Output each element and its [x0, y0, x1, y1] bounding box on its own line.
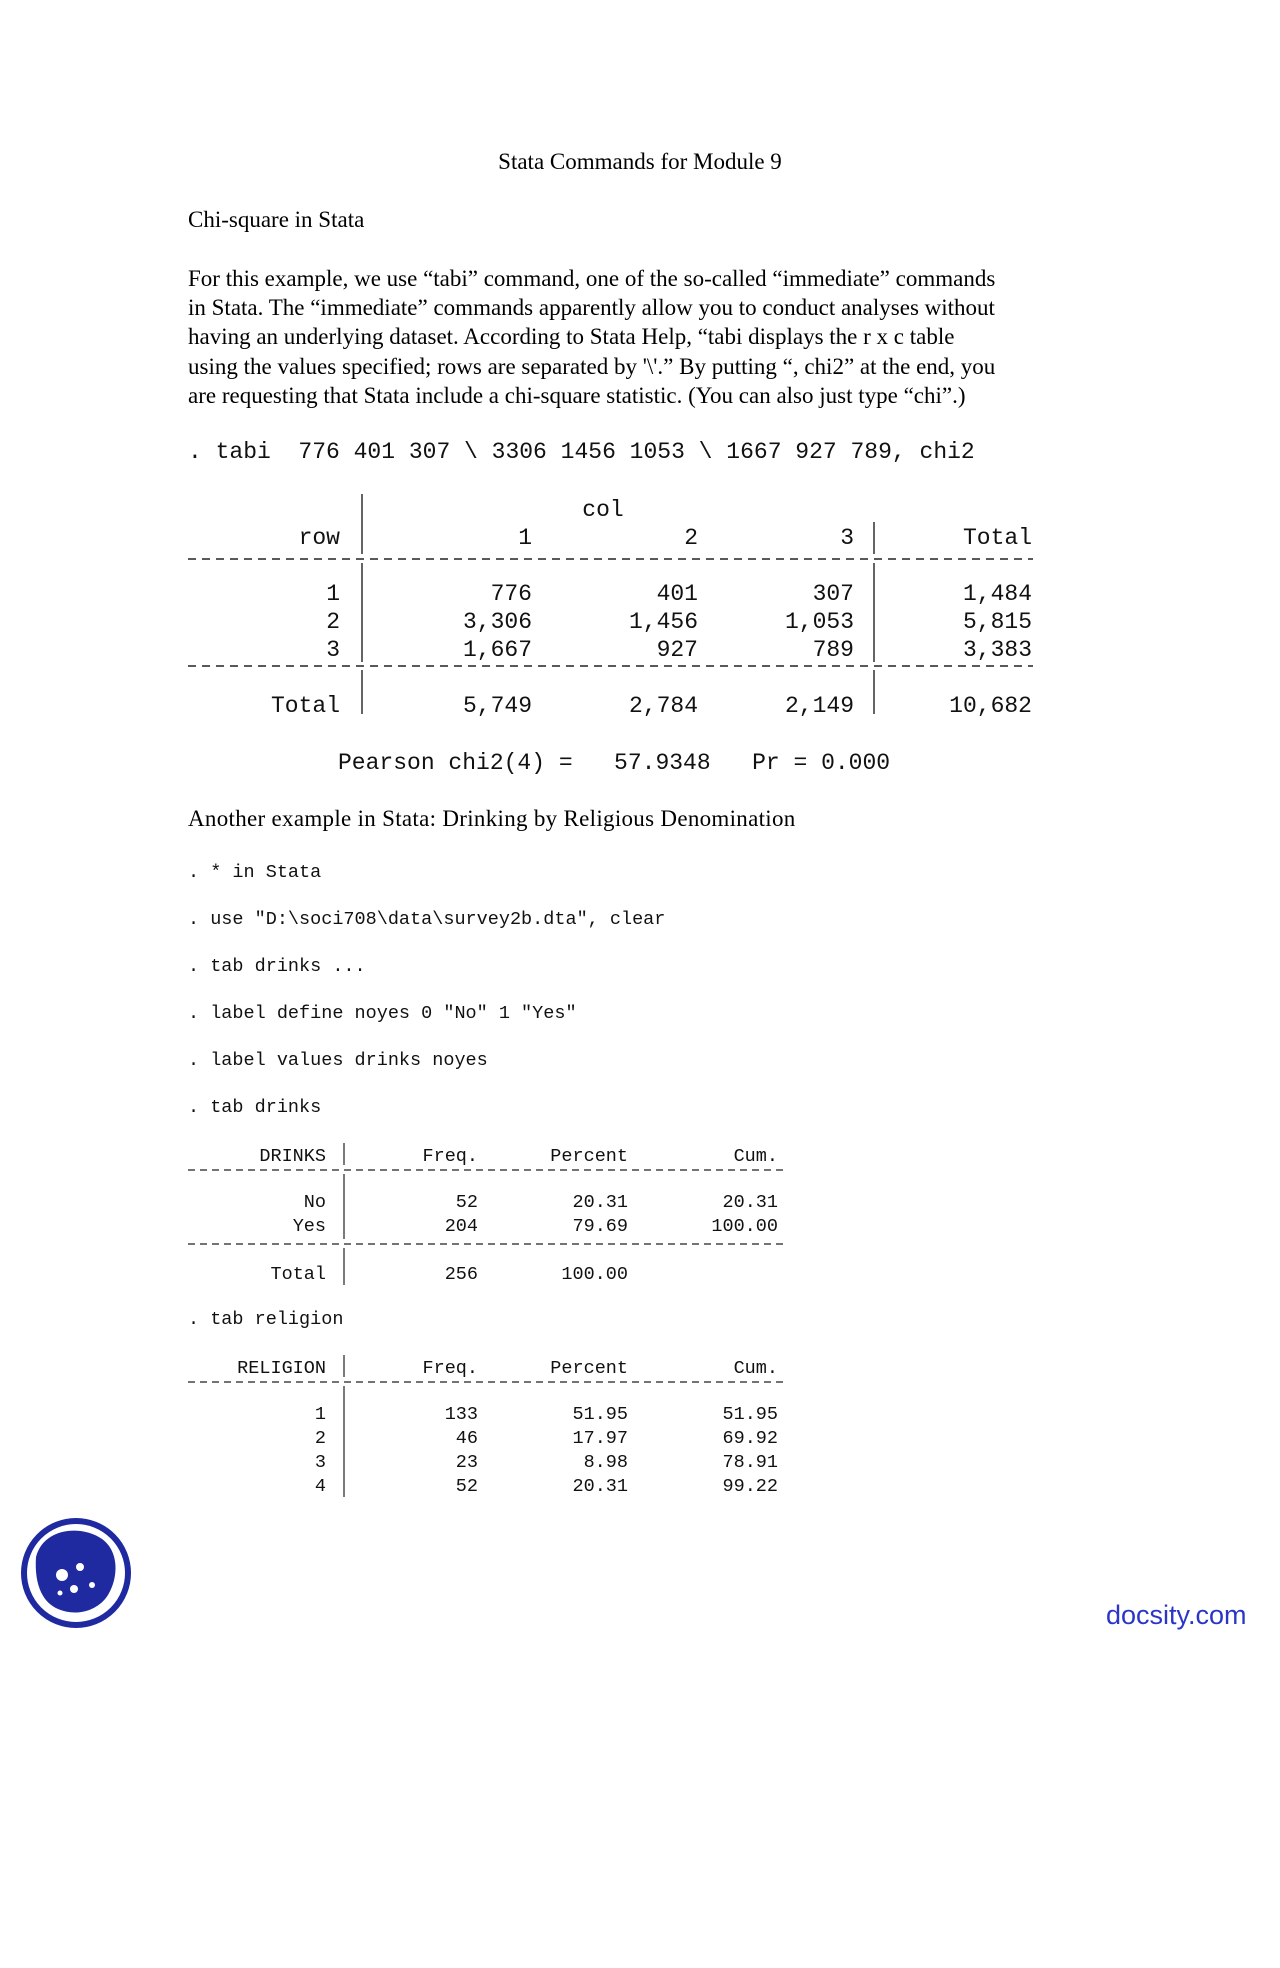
command-line: . tab drinks ... [188, 956, 366, 977]
section-heading-drinking: Another example in Stata: Drinking by Religious Denomination [188, 806, 796, 831]
cum-cell: 78.91 [722, 1452, 778, 1473]
percent-cell: 20.31 [572, 1192, 628, 1213]
percent-cell: 79.69 [572, 1216, 628, 1237]
table-cell: 776 [490, 581, 532, 607]
col-label-3: 3 [840, 525, 854, 551]
freq-cell: 52 [455, 1476, 478, 1497]
row-label: 2 [314, 1428, 326, 1449]
command-line: . * in Stata [188, 862, 322, 883]
docsity-watermark-link[interactable]: docsity.com [1106, 1600, 1247, 1630]
percent-header: Percent [550, 1358, 628, 1379]
row-label: 3 [314, 1452, 326, 1473]
paragraph-line: For this example, we use “tabi” command, one of the so-called “immediate” commands [188, 266, 996, 291]
docsity-logo-icon[interactable] [20, 1517, 132, 1634]
cum-header: Cum. [733, 1146, 778, 1167]
religion-table [188, 1355, 798, 1505]
command-line: . label define noyes 0 "No" 1 "Yes" [188, 1003, 577, 1024]
totals-cell: 2,149 [784, 693, 854, 719]
command-line: . tab religion [188, 1309, 344, 1330]
percent-cell: 51.95 [572, 1404, 628, 1425]
var-header: DRINKS [259, 1146, 326, 1167]
cum-cell: 69.92 [722, 1428, 778, 1449]
totals-cell: 2,784 [628, 693, 698, 719]
col-label-1: 1 [518, 525, 532, 551]
document-title: Stata Commands for Module 9 [498, 149, 782, 174]
percent-cell: 8.98 [583, 1452, 628, 1473]
freq-cell: 52 [455, 1192, 478, 1213]
row-label: No [303, 1192, 326, 1213]
total-label: Total [270, 1264, 326, 1285]
col-label-2: 2 [684, 525, 698, 551]
percent-cell: 20.31 [572, 1476, 628, 1497]
percent-cell: 17.97 [572, 1428, 628, 1449]
freq-header: Freq. [422, 1146, 478, 1167]
cum-cell: 51.95 [722, 1404, 778, 1425]
command-line: . tab drinks [188, 1097, 322, 1118]
table-cell: 789 [812, 637, 854, 663]
table-cell: 1,053 [784, 609, 854, 635]
row-label: 3 [326, 637, 340, 663]
pearson-chi2-line: Pearson chi2(4) = 57.9348 Pr = 0.000 [338, 750, 891, 776]
paragraph-line: using the values specified; rows are separated by '\'.” By putting “, chi2” at the end, you [188, 353, 996, 379]
paragraph-line: are requesting that Stata include a chi-square statistic. (You can also just type “chi”.) [188, 382, 966, 408]
table-cell: 3,306 [462, 609, 532, 635]
table-cell: 927 [656, 637, 698, 663]
section-heading-chi-square: Chi-square in Stata [188, 207, 365, 232]
row-label: 4 [314, 1476, 326, 1497]
freq-cell: 46 [455, 1428, 478, 1449]
row-total: 3,383 [962, 637, 1032, 663]
row-label: 2 [326, 609, 340, 635]
freq-header: Freq. [422, 1358, 478, 1379]
row-header: row [298, 525, 340, 551]
grand-total: 10,682 [949, 693, 1032, 719]
cum-header: Cum. [733, 1358, 778, 1379]
paragraph-line: in Stata. The “immediate” commands apparently allow you to conduct analyses without [188, 295, 995, 321]
row-total: 5,815 [962, 609, 1032, 635]
table-cell: 401 [656, 581, 698, 607]
paragraph-line: having an underlying dataset. According to Stata Help, “tabi displays the r x c table [188, 324, 955, 350]
row-label: 1 [326, 581, 340, 607]
row-label: 1 [314, 1404, 326, 1425]
drinks-table [188, 1143, 798, 1293]
totals-cell: 5,749 [462, 693, 532, 719]
var-header: RELIGION [237, 1358, 326, 1379]
tabi-command: . tabi 776 401 307 \ 3306 1456 1053 \ 1667 927 789, chi2 [188, 439, 975, 465]
table-cell: 1,667 [462, 637, 532, 663]
crosstab-table [188, 494, 1038, 734]
command-line: . use "D:\soci708\data\survey2b.dta", clear [188, 909, 666, 930]
freq-cell: 133 [444, 1404, 478, 1425]
row-label: Yes [292, 1216, 326, 1237]
col-header: col [582, 497, 624, 523]
freq-cell: 23 [455, 1452, 478, 1473]
cum-cell: 100.00 [711, 1216, 778, 1237]
row-total: 1,484 [962, 581, 1032, 607]
table-cell: 1,456 [628, 609, 698, 635]
intro-paragraph [188, 264, 1088, 410]
total-col-label: Total [962, 525, 1032, 551]
freq-cell: 204 [444, 1216, 478, 1237]
command-line: . label values drinks noyes [188, 1050, 488, 1071]
totals-label: Total [270, 693, 340, 719]
cum-cell: 20.31 [722, 1192, 778, 1213]
total-freq: 256 [444, 1264, 478, 1285]
total-percent: 100.00 [561, 1264, 628, 1285]
table-cell: 307 [812, 581, 854, 607]
cum-cell: 99.22 [722, 1476, 778, 1497]
percent-header: Percent [550, 1146, 628, 1167]
